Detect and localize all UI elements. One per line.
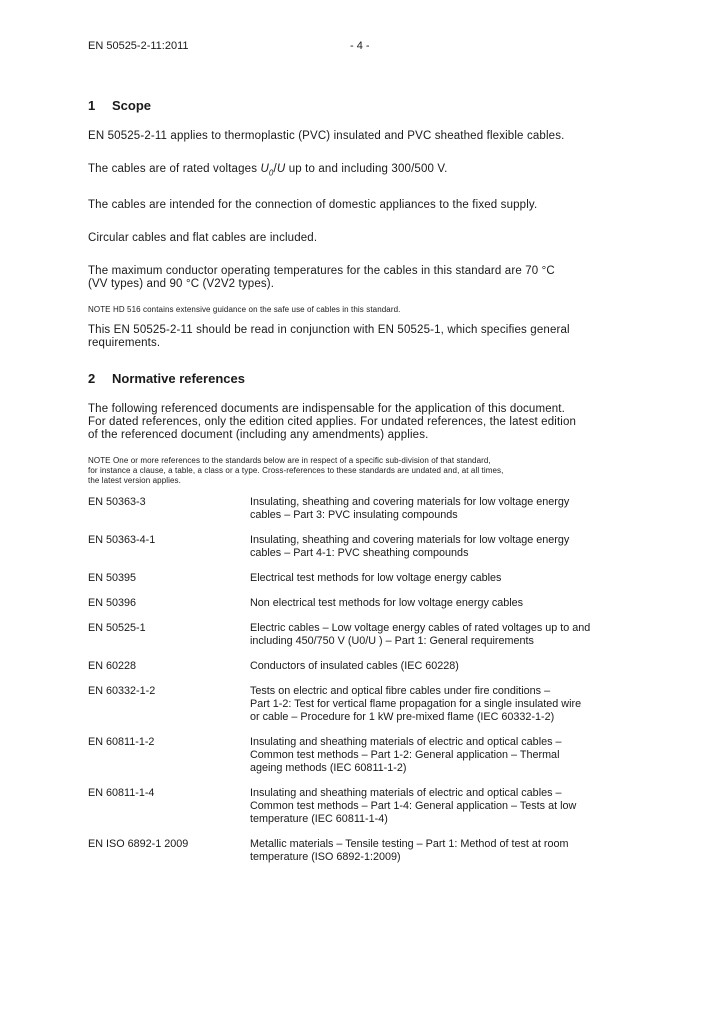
spacer-cell <box>88 775 638 787</box>
reference-title <box>250 622 638 648</box>
spacer-cell <box>88 560 638 572</box>
reference-spacer <box>88 522 638 534</box>
reference-title-line: Electric cables – Low voltage energy cables of rated voltages up to and <box>250 622 591 635</box>
reference-spacer <box>88 775 638 787</box>
text-segment: / <box>273 163 277 175</box>
reference-code: EN 60811-1-2 <box>88 736 155 749</box>
reference-title-line: or cable – Procedure for 1 kW pre-mixed flame (IEC 60332-1-2) <box>250 711 555 724</box>
scope-paragraph-5 <box>88 265 638 291</box>
normative-intro <box>88 403 638 442</box>
voltage-symbol: U <box>276 163 286 175</box>
section-number: 1 <box>88 98 96 113</box>
scope-paragraph-2 <box>88 163 638 179</box>
spacer-cell <box>88 826 638 838</box>
reference-title-line: Common test methods – Part 1-4: General application – Tests at low <box>250 800 577 813</box>
scope-note: NOTE HD 516 contains extensive guidance on the safe use of cables in this standard. <box>88 305 401 315</box>
reference-spacer <box>88 560 638 572</box>
reference-title-line: cables – Part 4-1: PVC sheathing compounds <box>250 547 469 560</box>
reference-code: EN 60811-1-4 <box>88 787 155 800</box>
reference-row <box>88 496 638 522</box>
reference-title-line: cables – Part 3: PVC insulating compounds <box>250 509 458 522</box>
normative-note <box>88 456 638 486</box>
text-segment: U <box>260 163 269 175</box>
text-line: The maximum conductor operating temperatures for the cables in this standard are 70 °C <box>88 265 555 278</box>
reference-spacer <box>88 673 638 685</box>
reference-spacer <box>88 585 638 597</box>
reference-code: EN 50363-3 <box>88 496 146 509</box>
reference-row <box>88 622 638 648</box>
reference-title <box>250 496 638 522</box>
text-line: requirements. <box>88 337 161 350</box>
scope-paragraph-3: The cables are intended for the connection of domestic appliances to the fixed supply. <box>88 199 538 212</box>
reference-title-line: Insulating, sheathing and covering materials for low voltage energy <box>250 496 570 509</box>
reference-spacer <box>88 610 638 622</box>
spacer-cell <box>88 585 638 597</box>
reference-title-line: Insulating and sheathing materials of electric and optical cables – <box>250 736 562 749</box>
reference-title <box>250 572 638 585</box>
reference-title-line: Part 1-2: Test for vertical flame propagation for a single insulated wire <box>250 698 582 711</box>
document-body <box>88 98 638 864</box>
reference-title-line: Metallic materials – Tensile testing – Part 1: Method of test at room <box>250 838 569 851</box>
text-line: (VV types) and 90 °C (V2V2 types). <box>88 278 275 291</box>
spacer-cell <box>88 522 638 534</box>
reference-code: EN 50395 <box>88 572 137 585</box>
reference-title <box>250 787 638 826</box>
section-heading-scope <box>88 98 638 114</box>
text-line: of the referenced document (including any amendments) applies. <box>88 429 429 442</box>
reference-row <box>88 597 638 610</box>
page-number: - 4 - <box>350 40 370 52</box>
spacer-cell <box>88 648 638 660</box>
reference-title-line: including 450/750 V (U0/U ) – Part 1: General requirements <box>250 635 534 648</box>
section-heading-normative <box>88 371 638 387</box>
reference-title-line: Non electrical test methods for low voltage energy cables <box>250 597 524 610</box>
reference-title <box>250 736 638 775</box>
reference-spacer <box>88 826 638 838</box>
text-line: For dated references, only the edition cited applies. For undated references, the latest edition <box>88 416 577 429</box>
reference-title <box>250 685 638 724</box>
reference-row <box>88 572 638 585</box>
spacer-cell <box>88 724 638 736</box>
reference-code: EN 50396 <box>88 597 137 610</box>
standard-id: EN 50525-2-11:2011 <box>88 40 189 52</box>
reference-spacer <box>88 724 638 736</box>
reference-row <box>88 787 638 826</box>
reference-title-line: Common test methods – Part 1-2: General application – Thermal <box>250 749 560 762</box>
section-title: Normative references <box>112 371 245 387</box>
reference-title <box>250 838 638 864</box>
scope-paragraph-4: Circular cables and flat cables are included. <box>88 232 318 245</box>
text-line: This EN 50525-2-11 should be read in conjunction with EN 50525-1, which specifies general <box>88 324 570 337</box>
reference-code: EN ISO 6892-1 2009 <box>88 838 189 851</box>
reference-title-line: temperature (ISO 6892-1:2009) <box>250 851 401 864</box>
reference-title-line: Insulating, sheathing and covering materials for low voltage energy <box>250 534 570 547</box>
reference-title <box>250 660 638 673</box>
text-segment: The cables are of rated voltages <box>88 163 261 175</box>
section-number: 2 <box>88 371 96 387</box>
reference-title-line: temperature (IEC 60811-1-4) <box>250 813 388 826</box>
spacer-cell <box>88 673 638 685</box>
section-title: Scope <box>112 98 152 113</box>
reference-row <box>88 838 638 864</box>
reference-list <box>88 496 638 864</box>
reference-row <box>88 534 638 560</box>
text-line: for instance a clause, a table, a class or a type. Cross-references to these standards are undated and, at all times, <box>88 466 504 476</box>
reference-row <box>88 736 638 775</box>
subscript: 0 <box>268 168 274 178</box>
spacer-cell <box>88 610 638 622</box>
text-line: The following referenced documents are indispensable for the application of this document. <box>88 403 565 416</box>
reference-title-line: Conductors of insulated cables (IEC 60228) <box>250 660 459 673</box>
reference-title-line: Insulating and sheathing materials of electric and optical cables – <box>250 787 562 800</box>
reference-code: EN 50363-4-1 <box>88 534 156 547</box>
scope-paragraph-6 <box>88 324 638 350</box>
reference-code: EN 60332-1-2 <box>88 685 156 698</box>
reference-title-line: ageing methods (IEC 60811-1-2) <box>250 762 407 775</box>
reference-code: EN 60228 <box>88 660 137 673</box>
reference-title-line: Electrical test methods for low voltage energy cables <box>250 572 502 585</box>
reference-table <box>88 496 638 864</box>
page-header <box>88 40 636 56</box>
text-line: the latest version applies. <box>88 476 181 486</box>
reference-row <box>88 685 638 724</box>
text-line: NOTE One or more references to the standards below are in respect of a specific sub-division of that standard, <box>88 456 491 466</box>
reference-spacer <box>88 648 638 660</box>
text-segment: up to and including 300/500 V. <box>285 163 448 175</box>
reference-title <box>250 597 638 610</box>
reference-code: EN 50525-1 <box>88 622 146 635</box>
scope-paragraph-1: EN 50525-2-11 applies to thermoplastic (PVC) insulated and PVC sheathed flexible cables. <box>88 130 565 142</box>
reference-title-line: Tests on electric and optical fibre cables under fire conditions – <box>250 685 551 698</box>
reference-title <box>250 534 638 560</box>
reference-row <box>88 660 638 673</box>
voltage-symbol <box>260 163 274 178</box>
